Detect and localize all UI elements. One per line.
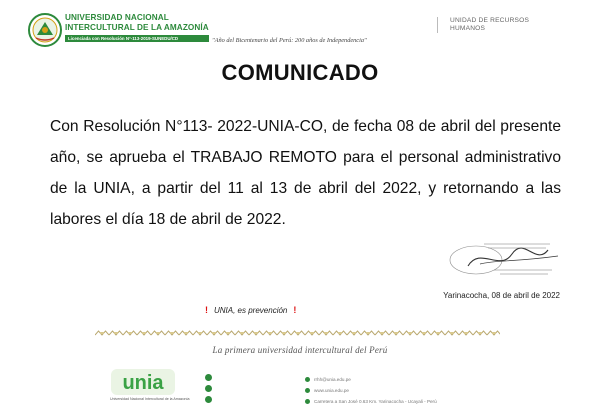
email-icon xyxy=(205,374,212,381)
footer-icons xyxy=(205,374,212,407)
office-line1: UNIDAD DE RECURSOS xyxy=(450,17,530,24)
office-line2: HUMANOS xyxy=(450,25,486,32)
email-dot-icon xyxy=(305,377,310,382)
signature-stamp xyxy=(440,236,570,278)
prevention-slogan xyxy=(205,305,296,315)
university-name-line2: INTERCULTURAL DE LA AMAZONÍA xyxy=(65,22,209,32)
unia-logo-subtitle: Universidad Nacional Intercultural de la Amazonía xyxy=(110,397,190,401)
contact-website[interactable] xyxy=(305,385,437,396)
document-title: COMUNICADO xyxy=(221,60,379,85)
website-text: www.unia.edu.pe xyxy=(314,388,349,393)
year-motto: "Año del Bicentenario del Perú: 200 años de Independencia" xyxy=(212,37,367,44)
unia-logo-icon xyxy=(110,368,176,396)
decorative-pattern xyxy=(95,329,500,337)
university-name-line1: UNIVERSIDAD NACIONAL xyxy=(65,13,169,22)
university-seal-icon xyxy=(28,13,62,47)
university-logo xyxy=(28,13,209,47)
web-dot-icon xyxy=(305,388,310,393)
web-icon xyxy=(205,385,212,392)
contact-email[interactable] xyxy=(305,374,437,385)
office-label xyxy=(437,17,529,33)
document-date: Yarinacocha, 08 de abril de 2022 xyxy=(443,291,560,300)
unia-logo-text: unia xyxy=(122,372,164,394)
footer-slogan: La primera universidad intercultural del Perú xyxy=(212,345,388,355)
exclamation-icon: ! xyxy=(205,305,208,315)
document-body: Con Resolución N°113- 2022-UNIA-CO, de fecha 08 de abril del presente año, se aprueba el TRABAJO REMOTO para el personal administrativo de la UNIA, a partir del 11 al 13 de abril del 2022, y retornando a las labores el día 18 de abril de 2022. xyxy=(50,118,561,228)
email-text: rrhh@unia.edu.pe xyxy=(314,377,351,382)
contact-address xyxy=(305,396,437,407)
footer-contacts xyxy=(305,374,437,407)
resolution-badge: Licenciada con Resolución N°-113-2019-SUNEDU/CD xyxy=(65,35,209,42)
address-text: Carretera a San José 0.63 Km. Yarinacocha - Ucayali - Perú xyxy=(314,399,437,404)
exclamation-icon: ! xyxy=(293,305,297,315)
slogan-text: UNIA, es prevención xyxy=(214,305,288,315)
location-dot-icon xyxy=(305,399,310,404)
location-icon xyxy=(205,396,212,403)
